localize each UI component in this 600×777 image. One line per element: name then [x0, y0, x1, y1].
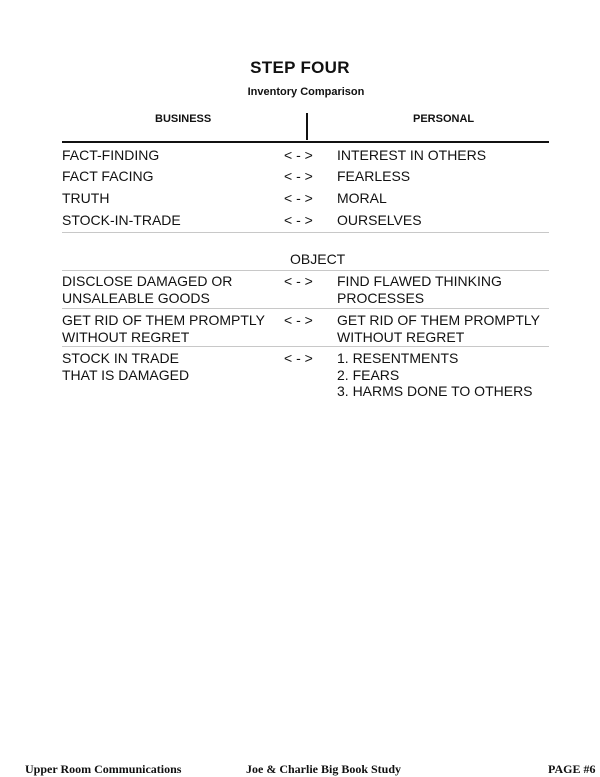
personal-cell: INTEREST IN OTHERS — [337, 147, 487, 163]
personal-cell: MORAL — [337, 190, 387, 206]
business-cell: FACT-FINDING — [62, 147, 160, 163]
arrow-icon: < - > — [284, 212, 313, 228]
footer-publisher: Upper Room Communications — [25, 762, 182, 776]
business-cell: GET RID OF THEM PROMPTLY WITHOUT REGRET — [62, 312, 266, 345]
arrow-icon: < - > — [284, 168, 313, 184]
row-divider — [62, 308, 549, 309]
object-label: OBJECT — [290, 251, 346, 267]
business-cell: STOCK-IN-TRADE — [62, 212, 181, 228]
personal-cell: GET RID OF THEM PROMPTLY WITHOUT REGRET — [337, 312, 541, 345]
row-divider — [62, 270, 549, 271]
row-divider — [62, 232, 549, 233]
page-subtitle: Inventory Comparison — [247, 86, 365, 98]
footer-study-title: Joe & Charlie Big Book Study — [246, 762, 402, 776]
header-rule — [62, 141, 549, 143]
business-cell: TRUTH — [62, 190, 110, 206]
business-cell: FACT FACING — [62, 168, 154, 184]
personal-cell: FIND FLAWED THINKING PROCESSES — [337, 273, 502, 306]
personal-cell: OURSELVES — [337, 212, 422, 228]
business-cell: STOCK IN TRADE THAT IS DAMAGED — [62, 350, 190, 383]
arrow-icon: < - > — [284, 147, 313, 163]
column-header-business: BUSINESS — [155, 113, 212, 125]
arrow-icon: < - > — [284, 312, 313, 328]
arrow-icon: < - > — [284, 350, 313, 366]
footer-page-number: PAGE #6 — [548, 762, 596, 776]
arrow-icon: < - > — [284, 190, 313, 206]
column-divider — [306, 113, 308, 140]
page-title: STEP FOUR — [250, 58, 350, 77]
personal-cell: 1. RESENTMENTS 2. FEARS 3. HARMS DONE TO OTHERS — [337, 350, 533, 399]
business-cell: DISCLOSE DAMAGED OR UNSALEABLE GOODS — [62, 273, 233, 306]
row-divider — [62, 346, 549, 347]
personal-cell: FEARLESS — [337, 168, 411, 184]
arrow-icon: < - > — [284, 273, 313, 289]
column-header-personal: PERSONAL — [413, 113, 475, 125]
